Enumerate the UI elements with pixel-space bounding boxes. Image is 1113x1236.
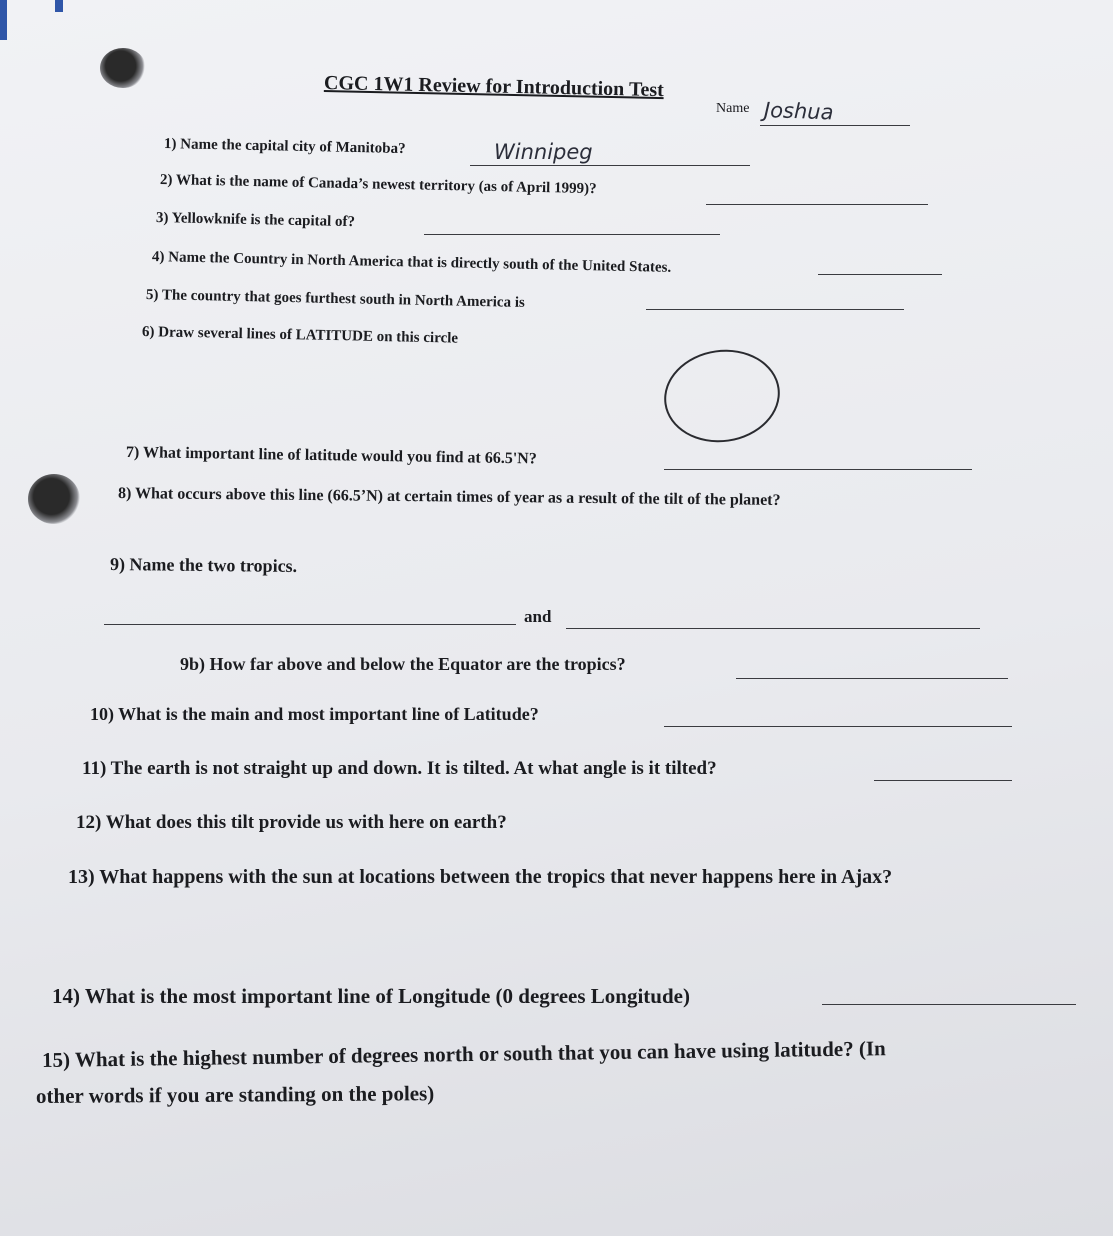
answer-line-11[interactable] xyxy=(874,780,1012,781)
answer-line-14[interactable] xyxy=(822,1004,1076,1005)
question-6: 6) Draw several lines of LATITUDE on this circle xyxy=(141,324,459,347)
worksheet-title: CGC 1W1 Review for Introduction Test xyxy=(323,72,664,102)
question-2: 2) What is the name of Canada’s newest territory (as of April 1999)? xyxy=(159,172,597,198)
answer-line-9b[interactable] xyxy=(566,628,980,629)
question-12: 12) What does this tilt provide us with here on earth? xyxy=(76,812,507,833)
question-8: 8) What occurs above this line (66.5’N) at certain times of year as a result of the tilt of the planet? xyxy=(117,485,781,509)
name-label: Name xyxy=(716,101,750,116)
name-handwritten: Joshua xyxy=(763,98,834,125)
question-14: 14) What is the most important line of Longitude (0 degrees Longitude) xyxy=(52,984,690,1008)
answer-line-1[interactable] xyxy=(470,165,750,166)
question-9: 9) Name the two tropics. xyxy=(109,554,298,576)
question-3: 3) Yellowknife is the capital of? xyxy=(155,210,356,231)
answer-line-5[interactable] xyxy=(646,309,904,310)
binder-edge xyxy=(55,0,63,12)
answer-line-7[interactable] xyxy=(664,469,972,470)
question-15-line-2: other words if you are standing on the poles) xyxy=(35,1081,435,1108)
answer-line-2[interactable] xyxy=(706,204,928,205)
question-4: 4) Name the Country in North America that is directly south of the United States. xyxy=(151,249,672,276)
question-9b: 9b) How far above and below the Equator are the tropics? xyxy=(180,654,626,674)
question-10: 10) What is the main and most important line of Latitude? xyxy=(90,704,539,724)
punch-hole-middle xyxy=(28,474,80,524)
question-1: 1) Name the capital city of Manitoba? xyxy=(163,136,406,158)
answer-line-3[interactable] xyxy=(424,234,720,235)
latitude-drawing-circle[interactable] xyxy=(658,342,786,449)
tropics-and-label: and xyxy=(524,607,552,626)
binder-edge xyxy=(0,0,7,40)
question-11: 11) The earth is not straight up and down. It is tilted. At what angle is it tilted? xyxy=(82,758,717,779)
punch-hole-top xyxy=(100,48,146,88)
question-7: 7) What important line of latitude would you find at 66.5'N? xyxy=(125,444,537,468)
question-5: 5) The country that goes furthest south in North America is xyxy=(145,287,525,311)
answer-line-4[interactable] xyxy=(818,274,942,275)
question-15-line-1: 15) What is the highest number of degrees north or south that you can have using latitude? (In xyxy=(41,1036,886,1072)
answer-line-10[interactable] xyxy=(664,726,1012,727)
answer-line-9a[interactable] xyxy=(104,624,516,625)
question-13: 13) What happens with the sun at locations between the tropics that never happens here in Ajax? xyxy=(68,866,893,888)
answer-line-9b-distance[interactable] xyxy=(736,678,1008,679)
answer-1-handwritten: Winnipeg xyxy=(494,140,593,164)
name-field-line[interactable] xyxy=(760,125,910,126)
